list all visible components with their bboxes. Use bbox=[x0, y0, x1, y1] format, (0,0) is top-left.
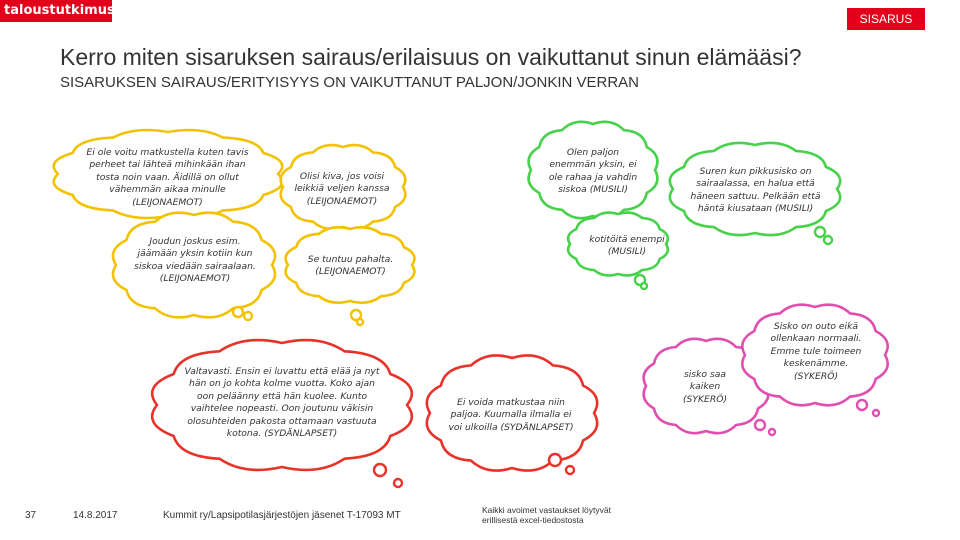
page-title: Kerro miten sisaruksen sairaus/erilaisuus on vaikuttanut sinun elämääsi? bbox=[60, 44, 802, 70]
cloud-text-c11: Sisko on outo eikä ollenkaan normaali. Emme tule toimeen keskenämme. (SYKERÖ) bbox=[770, 321, 862, 382]
cloud-text-c1: Ei ole voitu matkustella kuten tavis perheet tai lähteä mihinkään ihan tosta noin vaan. Äidillä on ollut vähemmän aikaa minulle (LEIJONAEMOT) bbox=[86, 147, 249, 208]
cloud-tail-bubble bbox=[374, 464, 386, 476]
cloud-text-c10: sisko saa kaiken (SYKERÖ) bbox=[682, 369, 728, 405]
cloud-text-c3: Joudun joskus esim. jäämään yksin kotiin kun siskoa viedään sairaalaan. (LEIJONAEMOT) bbox=[134, 236, 256, 285]
cloud-text-c6: Suren kun pikkusisko on sairaalassa, en halua että häneen sattuu. Pelkään että häntä kiusataan (MUSILI) bbox=[690, 166, 821, 215]
cloud-tail-bubble bbox=[769, 429, 775, 435]
cloud-tail-bubble bbox=[873, 410, 879, 416]
section-tag: SISARUS bbox=[847, 8, 925, 30]
cloud-text-c8: Valtavasti. Ensin ei luvattu että elää ja nyt hän on jo kohta kolme vuotta. Koko ajan oon peläänny että hän kuolee. Kunto vaihtelee nopeasti. Oon joutunu väkisin olosuhteiden pakosta ottamaan vastuuta kotona. (SYDÄNLAPSET) bbox=[184, 366, 380, 440]
cloud-tail-bubble bbox=[394, 479, 402, 487]
cloud-tail-bubble bbox=[824, 236, 832, 244]
cloud-tail-bubble bbox=[357, 319, 363, 325]
cloud-tail-bubble bbox=[549, 454, 561, 466]
footer-source: Kummit ry/Lapsipotilasjärjestöjen jäsenet T-17093 MT bbox=[163, 510, 401, 521]
cloud-text-c9: Ei voida matkustaa niin paljoa. Kuumalla ilmalla ei voi ulkoilla (SYDÄNLAPSET) bbox=[448, 397, 574, 433]
cloud-tail-bubble bbox=[244, 312, 252, 320]
cloud-text-c7: kotitöitä enempi (MUSILI) bbox=[589, 234, 665, 258]
cloud-text-c4: Se tuntuu pahalta. (LEIJONAEMOT) bbox=[307, 254, 394, 278]
cloud-tail-bubble bbox=[815, 227, 825, 237]
footer-note: Kaikki avoimet vastaukset löytyvät erillisestä excel-tiedostosta bbox=[482, 505, 611, 525]
cloud-tail-bubble bbox=[233, 307, 243, 317]
cloud-text-c5: Olen paljon enemmän yksin, ei ole rahaa ja vahdin siskoa (MUSILI) bbox=[548, 147, 638, 196]
cloud-tail-bubble bbox=[755, 420, 765, 430]
cloud-tail-bubble bbox=[566, 466, 574, 474]
footer-date: 14.8.2017 bbox=[73, 510, 118, 521]
cloud-tail-bubble bbox=[857, 400, 867, 410]
cloud-tail-bubble bbox=[641, 283, 647, 289]
page-number: 37 bbox=[25, 510, 37, 521]
brand-logo: taloustutkimus bbox=[0, 0, 112, 22]
cloud-text-c2: Olisi kiva, jos voisi leikkiä veljen kanssa (LEIJONAEMOT) bbox=[294, 171, 390, 207]
page-subtitle: SISARUKSEN SAIRAUS/ERITYISYYS ON VAIKUTTANUT PALJON/JONKIN VERRAN bbox=[60, 74, 640, 91]
